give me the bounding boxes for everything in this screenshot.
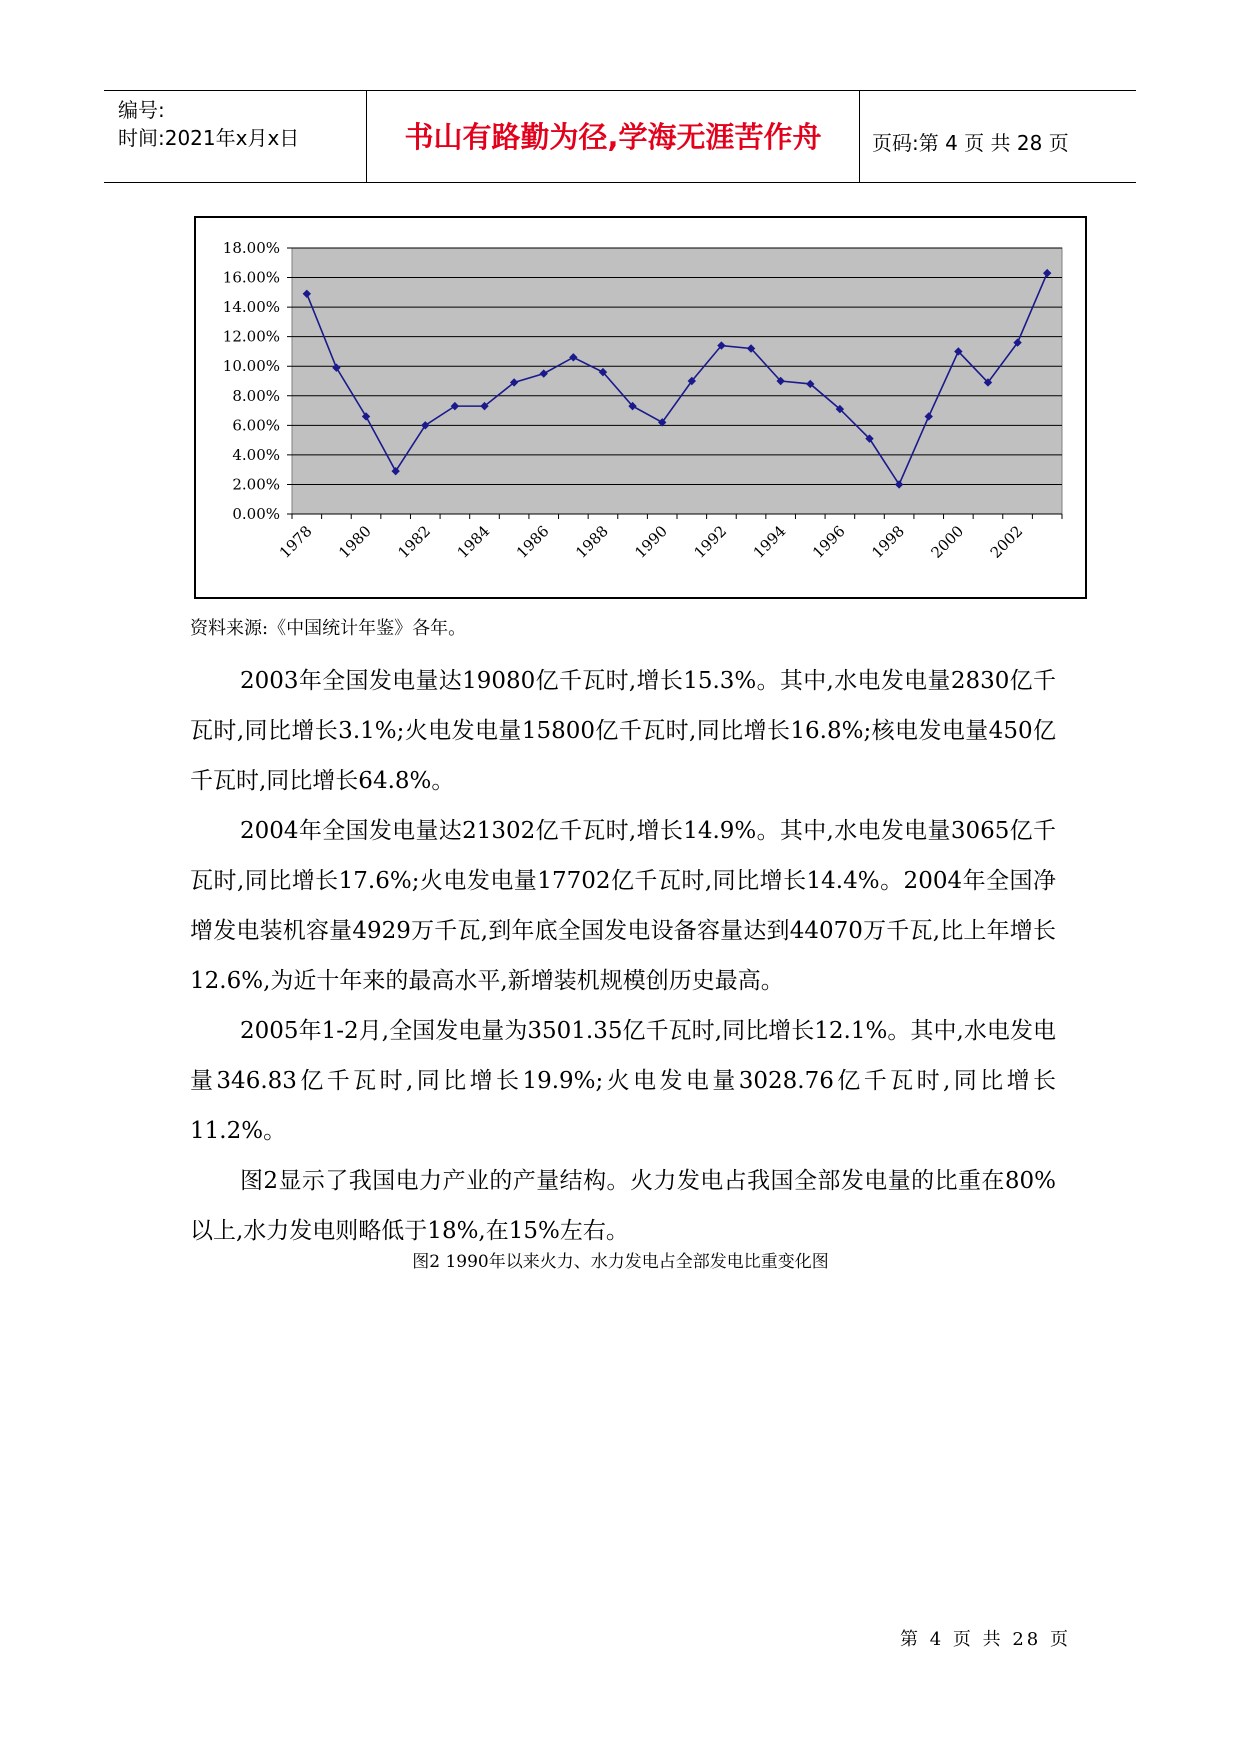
growth-line-chart xyxy=(194,216,1088,600)
header-divider-right xyxy=(859,90,860,182)
x-tick-label: 1986 xyxy=(512,522,553,562)
header-number-label: 编号: xyxy=(118,98,165,122)
x-tick-label: 2002 xyxy=(986,522,1027,562)
x-tick-label: 1980 xyxy=(335,522,375,562)
y-tick-label: 10.00% xyxy=(222,357,280,376)
paragraph-2005: 2005年1-2月,全国发电量为3501.35亿千瓦时,同比增长12.1%。其中,水电发电量346.83亿千瓦时,同比增长19.9%;火电发电量3028.76亿千瓦时,同比增长11.2%。 xyxy=(190,1018,1056,1144)
y-tick-label: 0.00% xyxy=(232,505,280,523)
x-tick-label: 1978 xyxy=(275,522,316,562)
y-tick-label: 4.00% xyxy=(232,445,280,464)
y-tick-label: 18.00% xyxy=(222,239,280,257)
paragraph-structure: 图2显示了我国电力产业的产量结构。火力发电占我国全部发电量的比重在80%以上,水力发电则略低于18%,在15%左右。 xyxy=(190,1168,1056,1244)
y-tick-label: 12.00% xyxy=(222,327,280,346)
y-tick-label: 2.00% xyxy=(232,475,280,494)
header-motto: 书山有路勤为径,学海无涯苦作舟 xyxy=(404,120,822,154)
figure-caption: 图2 1990年以来火力、水力发电占全部发电比重变化图 xyxy=(412,1252,829,1272)
paragraph-2004: 2004年全国发电量达21302亿千瓦时,增长14.9%。其中,水电发电量3065亿千瓦时,同比增长17.6%;火电发电量17702亿千瓦时,同比增长14.4%。2004年全国净增发电装机容量4929万千瓦,到年底全国发电设备容量达到44070万千瓦,比上年增长12.6%,为近十年来的最高水平,新增装机规模创历史最高。 xyxy=(190,818,1056,994)
x-tick-label: 1994 xyxy=(749,522,790,562)
x-tick-label: 1982 xyxy=(394,522,435,562)
y-tick-label: 8.00% xyxy=(232,386,280,405)
x-tick-label: 1988 xyxy=(572,522,612,562)
x-tick-label: 1990 xyxy=(631,522,672,562)
x-tick-label: 1992 xyxy=(690,522,731,562)
y-tick-label: 6.00% xyxy=(232,416,280,435)
header-page-label: 页码:第 4 页 共 28 页 xyxy=(872,131,1069,155)
x-tick-label: 1996 xyxy=(808,522,849,562)
x-tick-label: 1984 xyxy=(453,522,494,562)
x-tick-label: 1998 xyxy=(868,522,908,562)
y-tick-label: 14.00% xyxy=(222,298,280,317)
paragraph-2003: 2003年全国发电量达19080亿千瓦时,增长15.3%。其中,水电发电量2830亿千瓦时,同比增长3.1%;火电发电量15800亿千瓦时,同比增长16.8%;核电发电量450亿千瓦时,同比增长64.8%。 xyxy=(190,668,1056,794)
x-tick-label: 2000 xyxy=(927,522,968,562)
page-footer: 第 4 页 共 28 页 xyxy=(900,1629,1071,1650)
plot-area xyxy=(292,248,1062,514)
header-bottom-rule xyxy=(104,182,1136,183)
body-text xyxy=(190,656,1056,1256)
header-top-rule xyxy=(104,90,1136,91)
header-time-label: 时间:2021年x月x日 xyxy=(118,126,300,150)
y-tick-label: 16.00% xyxy=(222,268,280,287)
header-divider-left xyxy=(366,90,367,182)
source-note: 资料来源:《中国统计年鉴》各年。 xyxy=(190,618,467,639)
